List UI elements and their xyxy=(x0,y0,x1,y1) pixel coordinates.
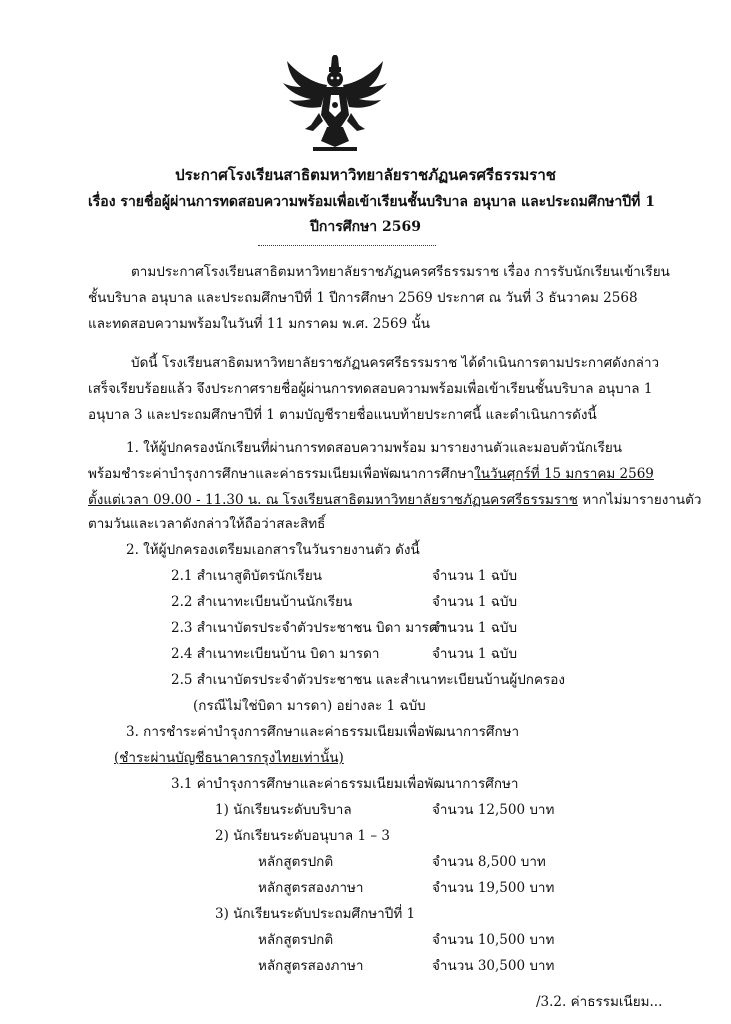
fee-amount-kg-regular: จำนวน 8,500 บาท xyxy=(432,854,546,870)
fee-label-p1-regular: หลักสูตรปกติ xyxy=(258,932,334,948)
fee-amount-p1-bilingual: จำนวน 30,500 บาท xyxy=(432,958,555,974)
continued-marker: /3.2. ค่าธรรมเนียม... xyxy=(536,994,663,1010)
fee-amount-nursery: จำนวน 12,500 บาท xyxy=(432,802,555,818)
item1-line-4: ตามวันและเวลาดังกล่าวให้ถือว่าสละสิทธิ์ xyxy=(88,516,326,532)
doc-item-label: 2.2 สำเนาทะเบียนบ้านนักเรียน xyxy=(171,594,353,610)
fee-label-primary: 3) นักเรียนระดับประถมศึกษาปีที่ 1 xyxy=(215,906,416,922)
doc-item-qty: จำนวน 1 ฉบับ xyxy=(432,568,518,584)
doc-item-qty: จำนวน 1 ฉบับ xyxy=(432,620,518,636)
item1-line-3-text: หากไม่มารายงานตัว xyxy=(577,492,702,508)
report-date: ในวันศุกร์ที่ 15 มกราคม 2569 xyxy=(474,466,654,482)
fee-label-kg-bilingual: หลักสูตรสองภาษา xyxy=(258,880,364,896)
fee-label-nursery: 1) นักเรียนระดับบริบาล xyxy=(215,802,352,818)
announcement-year: ปีการศึกษา 2569 xyxy=(309,219,422,235)
report-time-place: ตั้งแต่เวลา 09.00 - 11.30 น. ณ โรงเรียนสาธิตมหาวิทยาลัยราชภัฏนครศรีธรรมราช xyxy=(88,492,578,508)
announcement-title: ประกาศโรงเรียนสาธิตมหาวิทยาลัยราชภัฏนครศรีธรรมราช xyxy=(175,166,556,184)
intro-line-3: และทดสอบความพร้อมในวันที่ 11 มกราคม พ.ศ. 2569 นั้น xyxy=(88,316,430,332)
item3-1-heading: 3.1 ค่าบำรุงการศึกษาและค่าธรรมเนียมเพื่อพัฒนาการศึกษา xyxy=(171,776,519,792)
fee-amount-p1-regular: จำนวน 10,500 บาท xyxy=(432,932,555,948)
fee-label-kindergarten: 2) นักเรียนระดับอนุบาล 1 – 3 xyxy=(215,828,390,844)
item2-heading: 2. ให้ผู้ปกครองเตรียมเอกสารในวันรายงานตัว ดังนี้ xyxy=(126,542,420,558)
doc-item-5-line-2: (กรณีไม่ใช่บิดา มารดา) อย่างละ 1 ฉบับ xyxy=(193,698,426,714)
item3-heading: 3. การชำระค่าบำรุงการศึกษาและค่าธรรมเนียมเพื่อพัฒนาการศึกษา xyxy=(126,724,520,740)
doc-item-qty: จำนวน 1 ฉบับ xyxy=(432,646,518,662)
fee-amount-kg-bilingual: จำนวน 19,500 บาท xyxy=(432,880,555,896)
item1-line-2 xyxy=(88,465,654,483)
doc-item-label: 2.3 สำเนาบัตรประจำตัวประชาชน บิดา มารดา xyxy=(171,620,446,636)
item1-line-2-text: พร้อมชำระค่าบำรุงการศึกษาและค่าธรรมเนียมเพื่อพัฒนาการศึกษา xyxy=(88,466,475,482)
doc-item-5-line-1: 2.5 สำเนาบัตรประจำตัวประชาชน และสำเนาทะเบียนบ้านผู้ปกครอง xyxy=(171,672,565,688)
dotted-divider xyxy=(258,245,436,246)
item1-line-3 xyxy=(88,491,702,509)
now-line-2: เสร็จเรียบร้อยแล้ว จึงประกาศรายชื่อผู้ผ่านการทดสอบความพร้อมเพื่อเข้าเรียนชั้นบริบาล อนุบาล 1 xyxy=(88,381,653,397)
fee-label-p1-bilingual: หลักสูตรสองภาษา xyxy=(258,958,364,974)
intro-line-2: ชั้นบริบาล อนุบาล และประถมศึกษาปีที่ 1 ปีการศึกษา 2569 ประกาศ ณ วันที่ 3 ธันวาคม 2568 xyxy=(88,290,638,306)
item1-line-1: 1. ให้ผู้ปกครองนักเรียนที่ผ่านการทดสอบความพร้อม มารายงานตัวและมอบตัวนักเรียน xyxy=(126,440,622,456)
doc-item-label: 2.4 สำเนาทะเบียนบ้าน บิดา มารดา xyxy=(171,646,380,662)
fee-label-kg-regular: หลักสูตรปกติ xyxy=(258,854,334,870)
announcement-subject: เรื่อง รายชื่อผู้ผ่านการทดสอบความพร้อมเพื่อเข้าเรียนชั้นบริบาล อนุบาล และประถมศึกษาปีที่ 1 xyxy=(88,194,655,210)
doc-item-label: 2.1 สำเนาสูติบัตรนักเรียน xyxy=(171,568,323,584)
now-line-1: บัดนี้ โรงเรียนสาธิตมหาวิทยาลัยราชภัฏนครศรีธรรมราช ได้ดำเนินการตามประกาศดังกล่าว xyxy=(131,355,660,371)
now-line-3: อนุบาล 3 และประถมศึกษาปีที่ 1 ตามบัญชีรายชื่อแนบท้ายประกาศนี้ และดำเนินการดังนี้ xyxy=(88,407,597,423)
payment-note: (ชำระผ่านบัญชีธนาคารกรุงไทยเท่านั้น) xyxy=(114,750,344,766)
garuda-emblem-icon xyxy=(283,55,387,155)
doc-item-qty: จำนวน 1 ฉบับ xyxy=(432,594,518,610)
intro-line-1: ตามประกาศโรงเรียนสาธิตมหาวิทยาลัยราชภัฏนครศรีธรรมราช เรื่อง การรับนักเรียนเข้าเรียน xyxy=(131,264,670,280)
